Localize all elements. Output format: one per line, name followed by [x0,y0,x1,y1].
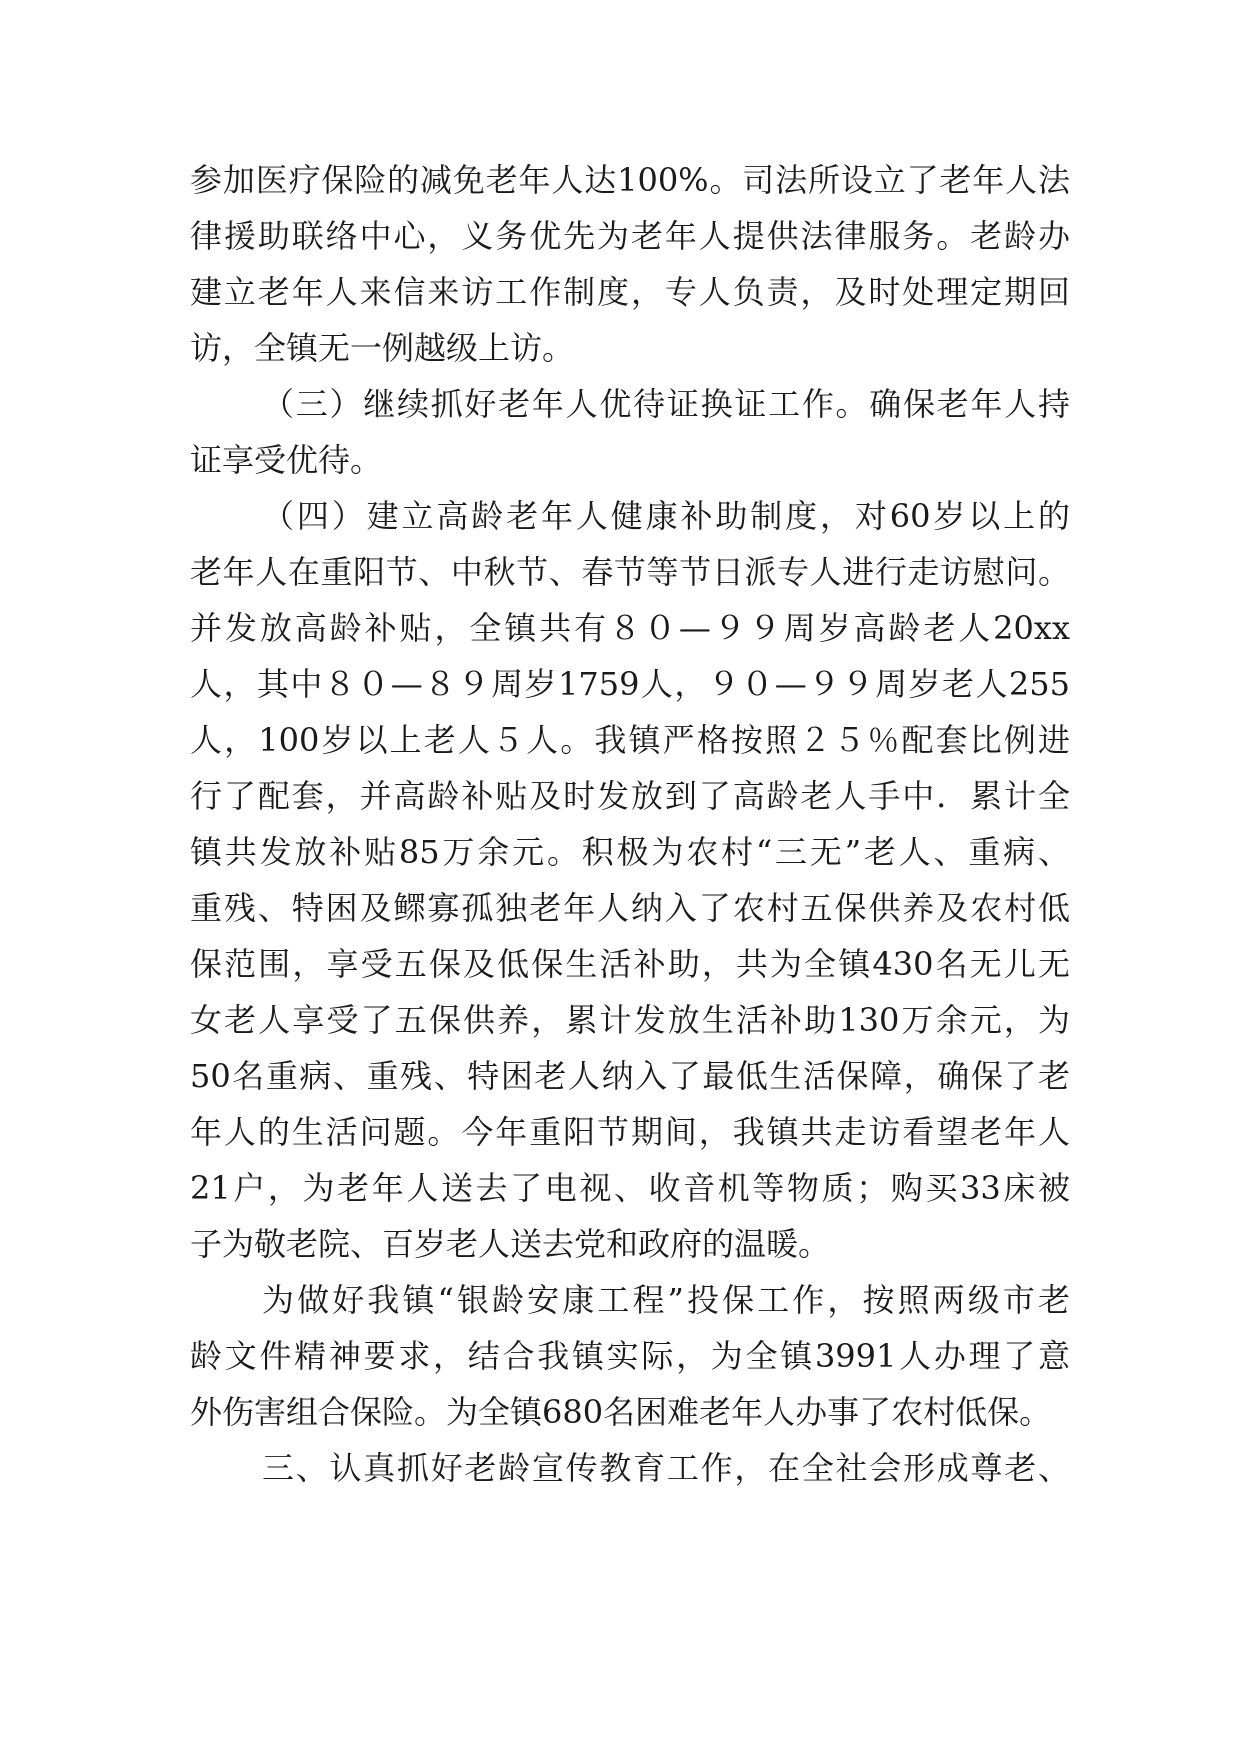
text-line: 龄文件精神要求，结合我镇实际，为全镇3991人办理了意 [190,1337,1070,1375]
text-line: 重残、特困及鳏寡孤独老年人纳入了农村五保供养及农村低 [190,889,1070,927]
text-line: 为做好我镇“银龄安康工程”投保工作，按照两级市老 [262,1281,1070,1319]
text-line: 年人的生活问题。今年重阳节期间，我镇共走访看望老年人 [190,1113,1070,1151]
document-body [190,152,1070,1496]
text-line: 50名重病、重残、特困老人纳入了最低生活保障，确保了老 [190,1057,1070,1095]
text-line: 外伤害组合保险。为全镇680名困难老年人办事了农村低保。 [190,1393,1052,1431]
text-line: 21户，为老年人送去了电视、收音机等物质；购买33床被 [190,1169,1070,1207]
text-line: 律援助联络中心，义务优先为老年人提供法律服务。老龄办 [190,217,1070,255]
text-line: 老年人在重阳节、中秋节、春节等节日派专人进行走访慰问。 [190,553,1070,591]
text-line: 人，其中８０—８９周岁1759人，９０—９９周岁老人255 [190,665,1070,703]
text-line: 人，100岁以上老人５人。我镇严格按照２５％配套比例进 [190,721,1070,759]
text-line: 保范围，享受五保及低保生活补助，共为全镇430名无儿无 [190,945,1070,983]
text-line: 镇共发放补贴85万余元。积极为农村“三无”老人、重病、 [190,833,1070,871]
text-line: 并发放高龄补贴，全镇共有８０—９９周岁高龄老人20xx [190,609,1070,647]
text-line: （四）建立高龄老年人健康补助制度，对60岁以上的 [262,497,1070,535]
text-line: 证享受优待。 [190,441,383,479]
text-line: 子为敬老院、百岁老人送去党和政府的温暖。 [190,1225,831,1263]
text-line: 三、认真抓好老龄宣传教育工作，在全社会形成尊老、 [262,1449,1070,1487]
text-line: 行了配套，并高龄补贴及时发放到了高龄老人手中．累计全 [190,777,1070,815]
text-line: 建立老年人来信来访工作制度，专人负责，及时处理定期回 [190,273,1070,311]
text-line: 访，全镇无一例越级上访。 [190,329,575,367]
text-line: （三）继续抓好老年人优待证换证工作。确保老年人持 [262,385,1070,423]
text-line: 参加医疗保险的减免老年人达100%。司法所设立了老年人法 [190,161,1070,199]
text-line: 女老人享受了五保供养，累计发放生活补助130万余元，为 [190,1001,1070,1039]
